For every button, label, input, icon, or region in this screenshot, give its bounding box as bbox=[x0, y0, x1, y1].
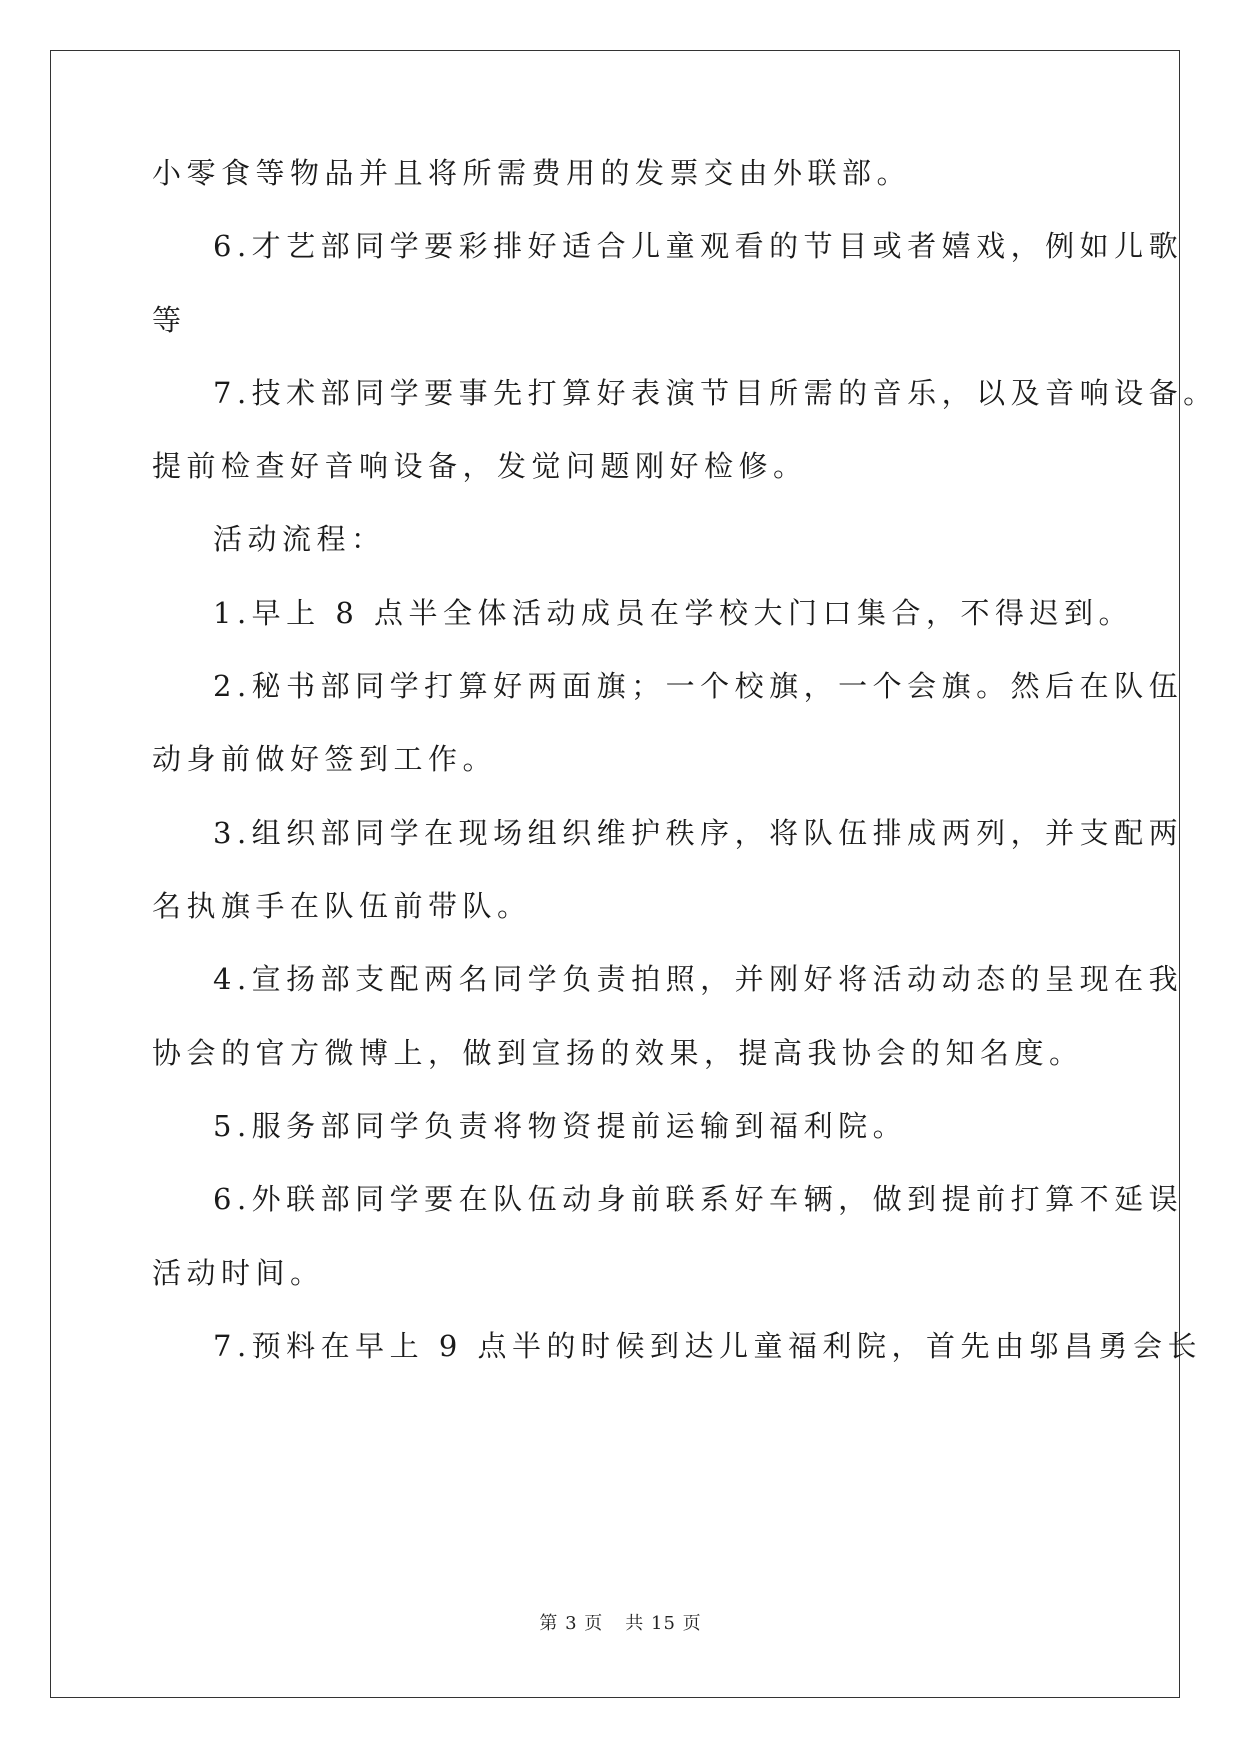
page-total: 共 15 页 bbox=[625, 1613, 702, 1634]
page-number: 第 3 页 bbox=[539, 1613, 604, 1634]
text-line: 动身前做好签到工作。 bbox=[152, 742, 498, 776]
text-line: 名执旗手在队伍前带队。 bbox=[152, 889, 532, 923]
text-line: 活动流程： bbox=[213, 522, 386, 556]
text-line: 活动时间。 bbox=[152, 1256, 325, 1290]
text-line: 协会的官方微博上，做到宣扬的效果，提高我协会的知名度。 bbox=[152, 1036, 1084, 1070]
text-line: 3.组织部同学在现场组织维护秩序，将队伍排成两列，并支配两 bbox=[213, 816, 1184, 850]
text-line: 5.服务部同学负责将物资提前运输到福利院。 bbox=[213, 1109, 908, 1143]
text-line: 提前检查好音响设备，发觉问题刚好检修。 bbox=[152, 449, 808, 483]
text-line: 4.宣扬部支配两名同学负责拍照，并刚好将活动动态的呈现在我 bbox=[213, 962, 1184, 996]
text-line: 2.秘书部同学打算好两面旗；一个校旗，一个会旗。然后在队伍 bbox=[213, 669, 1184, 703]
page-footer bbox=[0, 1612, 1241, 1636]
text-line: 1.早上 8 点半全体活动成员在学校大门口集合，不得迟到。 bbox=[213, 596, 1134, 630]
text-line: 7.技术部同学要事先打算好表演节目所需的音乐，以及音响设备。 bbox=[213, 376, 1218, 410]
text-line: 7.预料在早上 9 点半的时候到达儿童福利院，首先由邬昌勇会长 bbox=[213, 1329, 1203, 1363]
page-border bbox=[50, 50, 1180, 1698]
text-line: 6.才艺部同学要彩排好适合儿童观看的节目或者嬉戏，例如儿歌 bbox=[213, 229, 1184, 263]
text-line: 小零食等物品并且将所需费用的发票交由外联部。 bbox=[152, 156, 912, 190]
text-line: 等 bbox=[152, 303, 187, 337]
text-line: 6.外联部同学要在队伍动身前联系好车辆，做到提前打算不延误 bbox=[213, 1182, 1184, 1216]
